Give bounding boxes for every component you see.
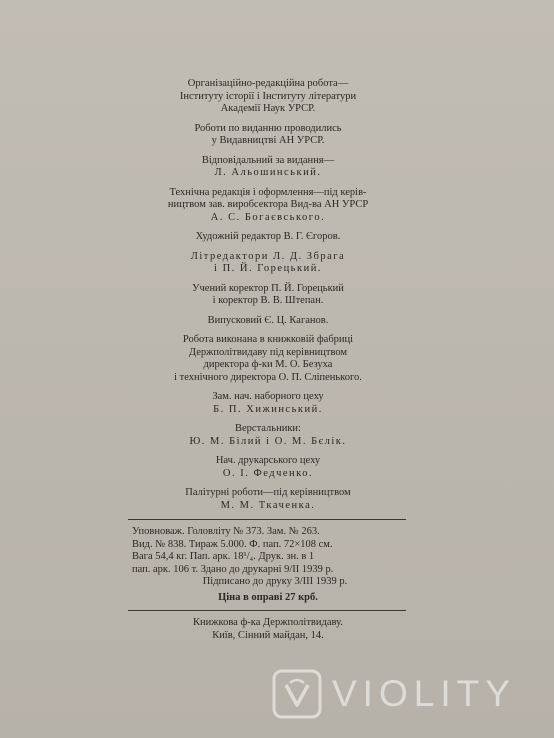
violity-logo-icon (272, 669, 322, 719)
org-line: Інституту історії і Інституту літератури (179, 90, 357, 102)
responsible-name: Л. Альошинський. (214, 167, 322, 178)
art-editor-block (118, 231, 418, 244)
lit-editors-line: і П. Й. Горецький. (214, 263, 322, 274)
divider-rule (128, 519, 406, 520)
publication-line: Вид. № 838. Тираж 5.000. Ф. пап. 72×108 см. (132, 538, 333, 550)
factory-block (118, 334, 418, 384)
pub-work-line: у Видавництві АН УРСР. (211, 135, 325, 146)
org-block (118, 78, 418, 116)
proofreaders-line: і коректор В. В. Штепан. (212, 295, 324, 306)
release-block (118, 315, 418, 328)
technical-line: ництвом зав. виробсектора Вид-ва АН УРСР (167, 199, 369, 210)
binding-block (118, 487, 418, 512)
technical-block (118, 187, 418, 225)
printer-line: Книжкова ф-ка Держполітвидаву. (193, 617, 343, 628)
typesetters-block (118, 423, 418, 448)
factory-line: Робота виконана в книжковій фабриці (182, 334, 354, 345)
lit-editors-block (118, 251, 418, 276)
watermark-text: VIOLITY (332, 673, 516, 714)
colophon (118, 78, 418, 642)
typeset-head-name: Б. П. Хижинський. (213, 403, 323, 415)
responsible-block (118, 155, 418, 180)
publication-line: пап. арк. 106 т. Здано до друкарні 9/ІІ 1939 р. (132, 563, 334, 575)
factory-line: і технічного директора О. П. Сліпенького. (174, 371, 362, 383)
art-editor-line: Художній редактор В. Г. Єгоров. (195, 231, 341, 242)
signed-line: Підписано до друку 3/ІІІ 1939 р. (202, 576, 348, 587)
proofreaders-block (118, 283, 418, 308)
publication-line: Вага 54,4 кг. Пап. арк. 18¹/₄. Друк. зн. в 1 (132, 551, 315, 562)
factory-line: директора ф-ки М. О. Безуха (203, 359, 333, 370)
factory-line: Держполітвидаву під керівництвом (188, 346, 348, 358)
typeset-head-line: Зам. нач. наборного цеху (212, 391, 324, 402)
price-line: Ціна в оправі 27 крб. (218, 591, 318, 603)
responsible-line: Відповідальний за видання— (201, 154, 335, 166)
org-line: Організаційно-редакційна робота— (187, 78, 349, 89)
printer-line: Київ, Сінний майдан, 14. (212, 629, 324, 641)
print-head-block (118, 455, 418, 480)
pub-work-line: Роботи по виданню проводились (194, 122, 342, 134)
printer-block (118, 617, 418, 642)
org-line: Академії Наук УРСР. (220, 103, 316, 114)
binding-line: Палітурні роботи—під керівництвом (185, 487, 351, 498)
print-head-name: О. І. Федченко. (222, 467, 314, 479)
print-head-line: Нач. друкарського цеху (215, 455, 321, 466)
technical-line: Технічна редакція і оформлення—під керів- (169, 186, 367, 198)
technical-name: А. С. Богаєвського. (210, 211, 326, 223)
release-line: Випусковий Є. Ц. Каганов. (207, 314, 329, 326)
lit-editors-line: Літредактори Л. Д. Збрага (190, 250, 346, 262)
pub-work-block (118, 123, 418, 148)
proofreaders-line: Учений коректор П. Й. Горецький (192, 282, 344, 294)
divider-rule (128, 610, 406, 611)
publication-data (118, 526, 418, 589)
binding-name: М. М. Ткаченка. (220, 499, 316, 511)
typesetters-label: Верстальники: (235, 423, 301, 434)
publication-line: Уповноваж. Головліту № 373. Зам. № 263. (132, 526, 320, 537)
violity-watermark (272, 668, 516, 720)
typesetters-names: Ю. М. Білий і О. М. Бєлік. (189, 435, 347, 447)
typeset-head-block (118, 391, 418, 416)
